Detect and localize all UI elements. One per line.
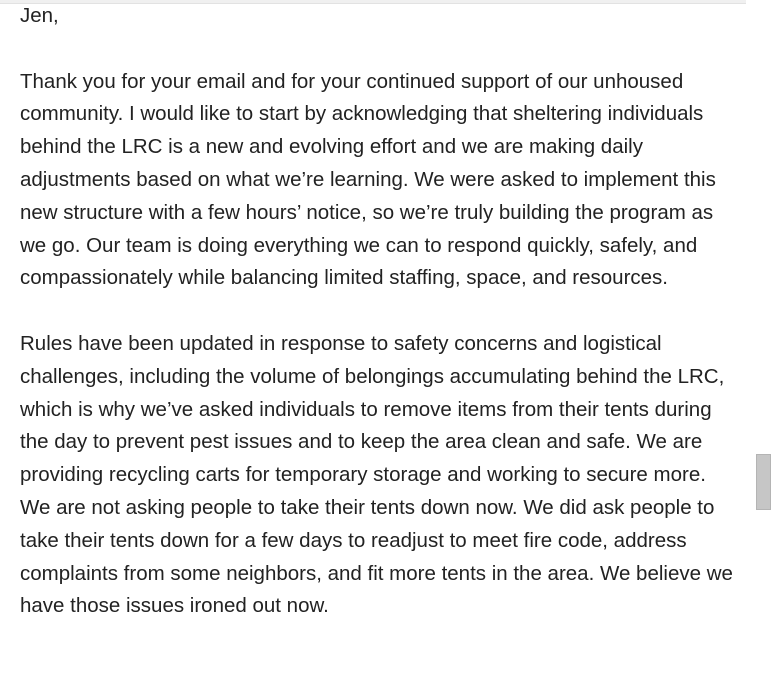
email-greeting: Jen, bbox=[20, 4, 59, 27]
scrollbar-thumb[interactable] bbox=[756, 454, 771, 510]
vertical-scrollbar[interactable] bbox=[756, 0, 774, 696]
email-body bbox=[20, 0, 735, 623]
email-paragraph-2: Rules have been updated in response to safety concerns and logistical challenges, including the volume of belongings accumulating behind the LRC, which is why we’ve asked individuals to remove items from their tents during the day to prevent pest issues and to keep the area clean and safe. We are providing recycling carts for temporary storage and working to secure more. We are not asking people to take their tents down now. We did ask people to take their tents down for a few days to readjust to meet fire code, address complaints from some neighbors, and fit more tents in the area. We believe we have those issues ironed out now. bbox=[20, 331, 733, 618]
email-paragraph-1: Thank you for your email and for your continued support of our unhoused community. I would like to start by acknowledging that sheltering individuals behind the LRC is a new and evolving effort and we are making daily adjustments based on what we’re learning. We were asked to implement this new structure with a few hours’ notice, so we’re truly building the program as we go. Our team is doing everything we can to respond quickly, safely, and compassionately while balancing limited staffing, space, and resources. bbox=[20, 69, 716, 290]
